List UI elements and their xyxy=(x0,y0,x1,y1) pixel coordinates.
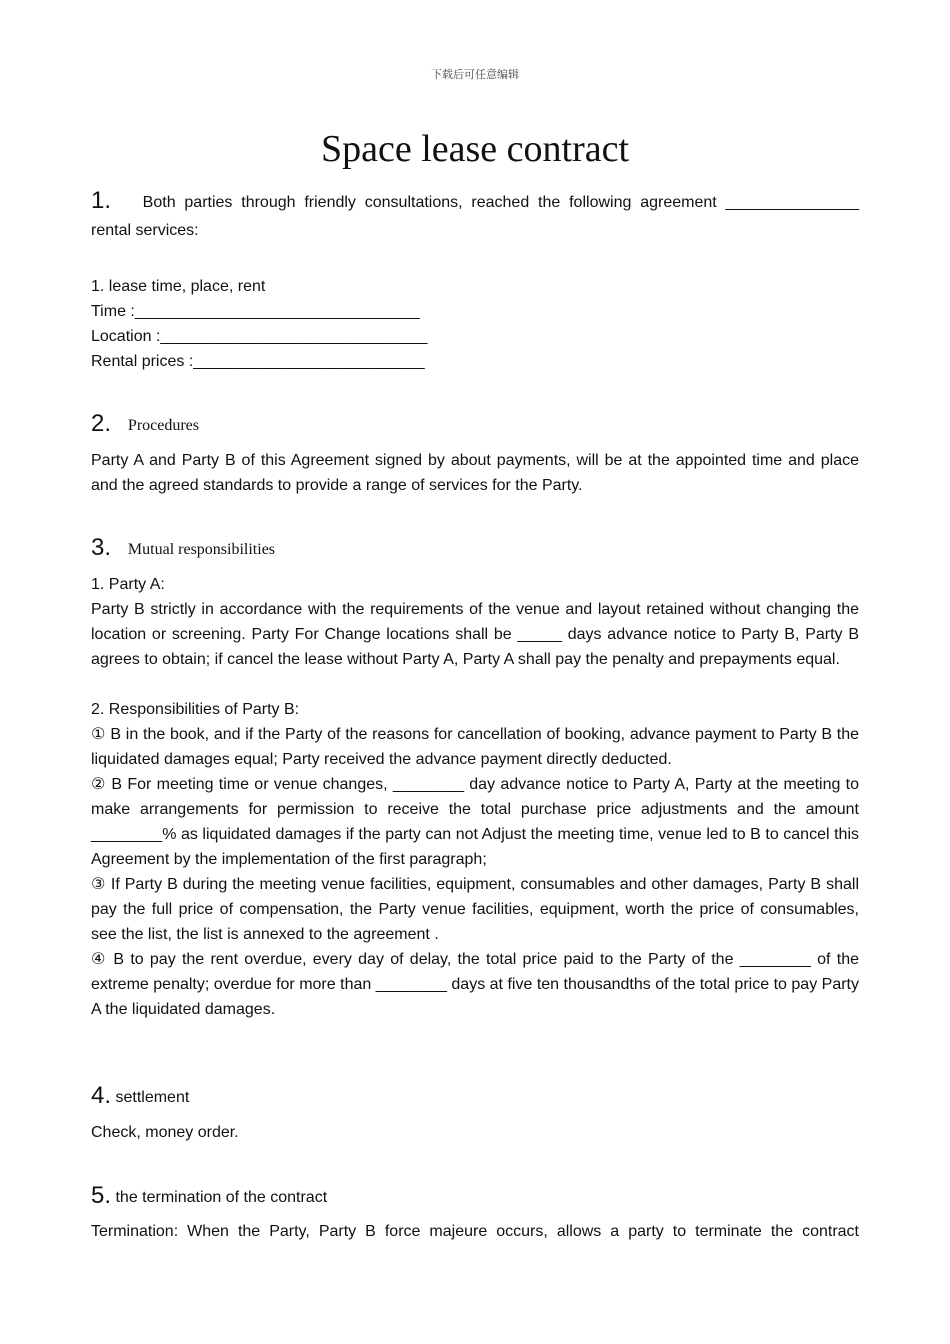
lease-location-field: Location :______________________________ xyxy=(91,328,428,345)
section-5-text: Termination: When the Party, Party B force majeure occurs, allows a party to terminate the contract xyxy=(91,1223,859,1240)
section-2 xyxy=(91,408,859,442)
section-4 xyxy=(91,1080,859,1114)
section-5 xyxy=(91,1180,859,1214)
party-b-item-2: ② B For meeting time or venue changes, ________ day advance notice to Party A, Party at the meeting to make arrangements for permission to receive the total purchase price adjustments and the amount ________% as liquidated damages if the party can not Adjust the meeting time, venue led to B to cancel this Agreement by the implementation of the first paragraph; xyxy=(91,776,859,868)
intro-text-cont: rental services: xyxy=(91,222,199,239)
section-4-title: settlement xyxy=(115,1089,190,1106)
header-note: 下载后可任意编辑 xyxy=(431,68,519,81)
party-b-item-4: ④ B to pay the rent overdue, every day of delay, the total price paid to the Party of the ________ of the extreme penalty; overdue for more than ________ days at five ten thousandths of the total price to pay Party A the liquidated damages. xyxy=(91,951,859,1018)
section-4-number: 4. xyxy=(91,1082,112,1109)
party-a-label: Party A: xyxy=(104,576,165,593)
lease-rental-field: Rental prices :__________________________ xyxy=(91,353,425,370)
party-a-text: Party B strictly in accordance with the requirements of the venue and layout retained without changing the location or screening. Party For Change locations shall be _____ days advance notice to Party B, Party B agrees to obtain; if cancel the lease without Party A, Party A shall pay the penalty and prepayments equal. xyxy=(91,601,859,668)
section-3-body xyxy=(91,572,859,1022)
party-b-label: Responsibilities of Party B: xyxy=(104,701,300,718)
section-2-number: 2. xyxy=(91,410,112,437)
section-3 xyxy=(91,532,859,566)
lease-block xyxy=(91,274,859,374)
section-2-title: Procedures xyxy=(127,417,200,434)
section-5-title: the termination of the contract xyxy=(115,1189,328,1206)
lease-time-field: Time :________________________________ xyxy=(91,303,420,320)
section-2-text: Party A and Party B of this Agreement signed by about payments, will be at the appointed time and place and the agreed standards to provide a range of services for the Party. xyxy=(91,452,859,494)
intro-clause xyxy=(91,186,859,240)
section-5-number: 5. xyxy=(91,1182,112,1209)
party-b-item-1: ① B in the book, and if the Party of the reasons for cancellation of booking, advance payment to Party B the liquidated damages equal; Party received the advance payment directly deducted. xyxy=(91,726,859,768)
section-3-title: Mutual responsibilities xyxy=(127,541,276,558)
document-title: Space lease contract xyxy=(320,128,630,170)
party-b-number: 2. xyxy=(91,701,105,718)
intro-text: Both parties through friendly consultations, reached the following agreement _______________ xyxy=(142,194,859,211)
section-3-number: 3. xyxy=(91,534,112,561)
intro-number: 1. xyxy=(91,187,112,214)
party-b-item-3: ③ If Party B during the meeting venue facilities, equipment, consumables and other damages, Party B shall pay the full price of compensation, the Party venue facilities, equipment, worth the price of consumables, see the list, the list is annexed to the agreement . xyxy=(91,876,859,943)
party-a-number: 1. xyxy=(91,576,105,593)
section-4-text: Check, money order. xyxy=(91,1124,239,1141)
lease-heading: 1. lease time, place, rent xyxy=(91,278,266,295)
